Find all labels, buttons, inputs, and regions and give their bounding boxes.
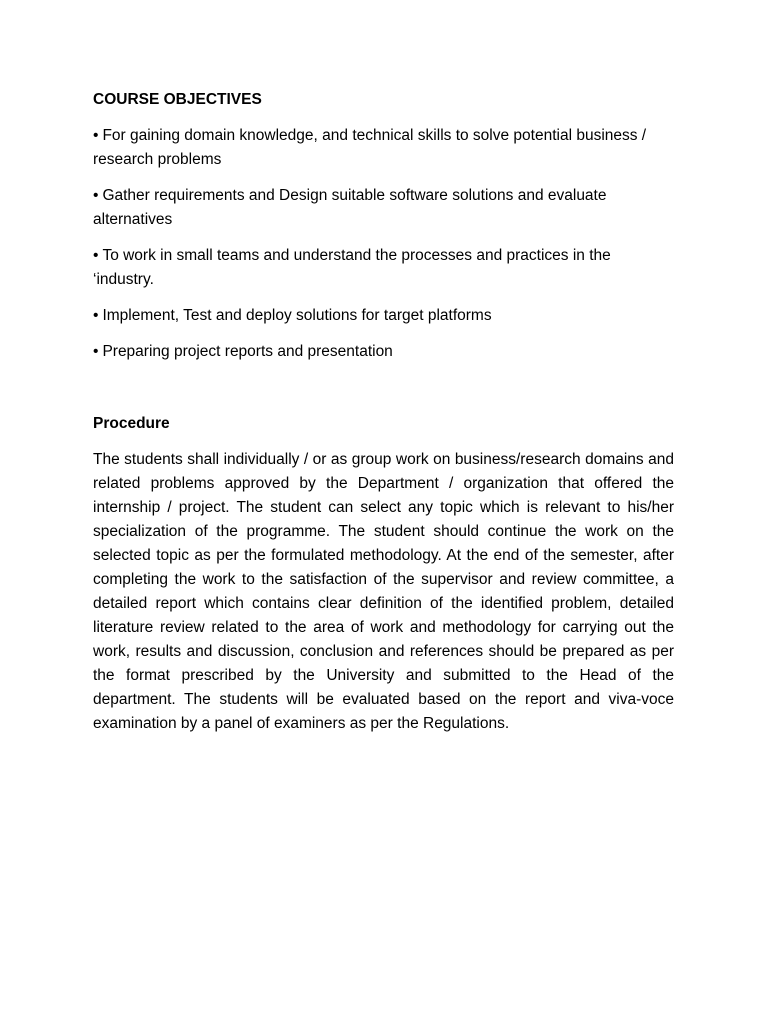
- objective-item-2: [93, 184, 674, 232]
- objective-text: Implement, Test and deploy solutions for target platforms: [102, 307, 492, 324]
- section-spacer: [93, 376, 674, 412]
- procedure-paragraph: The students shall individually / or as group work on business/research domains and related problems approved by the Department / organization that offered the internship / project. The student can select any topic which is relevant to his/her specialization of the programme. The student should continue the work on the selected topic as per the formulated methodology. At the end of the semester, after completing the work to the satisfaction of the supervisor and review committee, a detailed report which contains clear definition of the identified problem, detailed literature review related to the area of work and methodology for carrying out the work, results and discussion, conclusion and references should be prepared as per the format prescribed by the University and submitted to the Head of the department. The students will be evaluated based on the report and viva-voce examination by a panel of examiners as per the Regulations.: [93, 451, 674, 732]
- objective-item-5: [93, 340, 674, 364]
- bullet-icon: •: [93, 127, 99, 144]
- objective-text: Gather requirements and Design suitable software solutions and evaluate alternatives: [93, 187, 607, 228]
- procedure-heading: Procedure: [93, 415, 170, 432]
- bullet-icon: •: [93, 343, 99, 360]
- objective-text: To work in small teams and understand the processes and practices in the ‘industry.: [93, 247, 611, 288]
- bullet-icon: •: [93, 187, 99, 204]
- objective-text: Preparing project reports and presentation: [102, 343, 393, 360]
- objective-item-4: [93, 304, 674, 328]
- course-objectives-heading: COURSE OBJECTIVES: [93, 91, 262, 108]
- bullet-icon: •: [93, 307, 99, 324]
- objective-text: For gaining domain knowledge, and technical skills to solve potential business / research problems: [93, 127, 647, 168]
- objective-item-1: [93, 124, 674, 172]
- bullet-icon: •: [93, 247, 99, 264]
- objective-item-3: [93, 244, 674, 292]
- document-page: [93, 88, 674, 736]
